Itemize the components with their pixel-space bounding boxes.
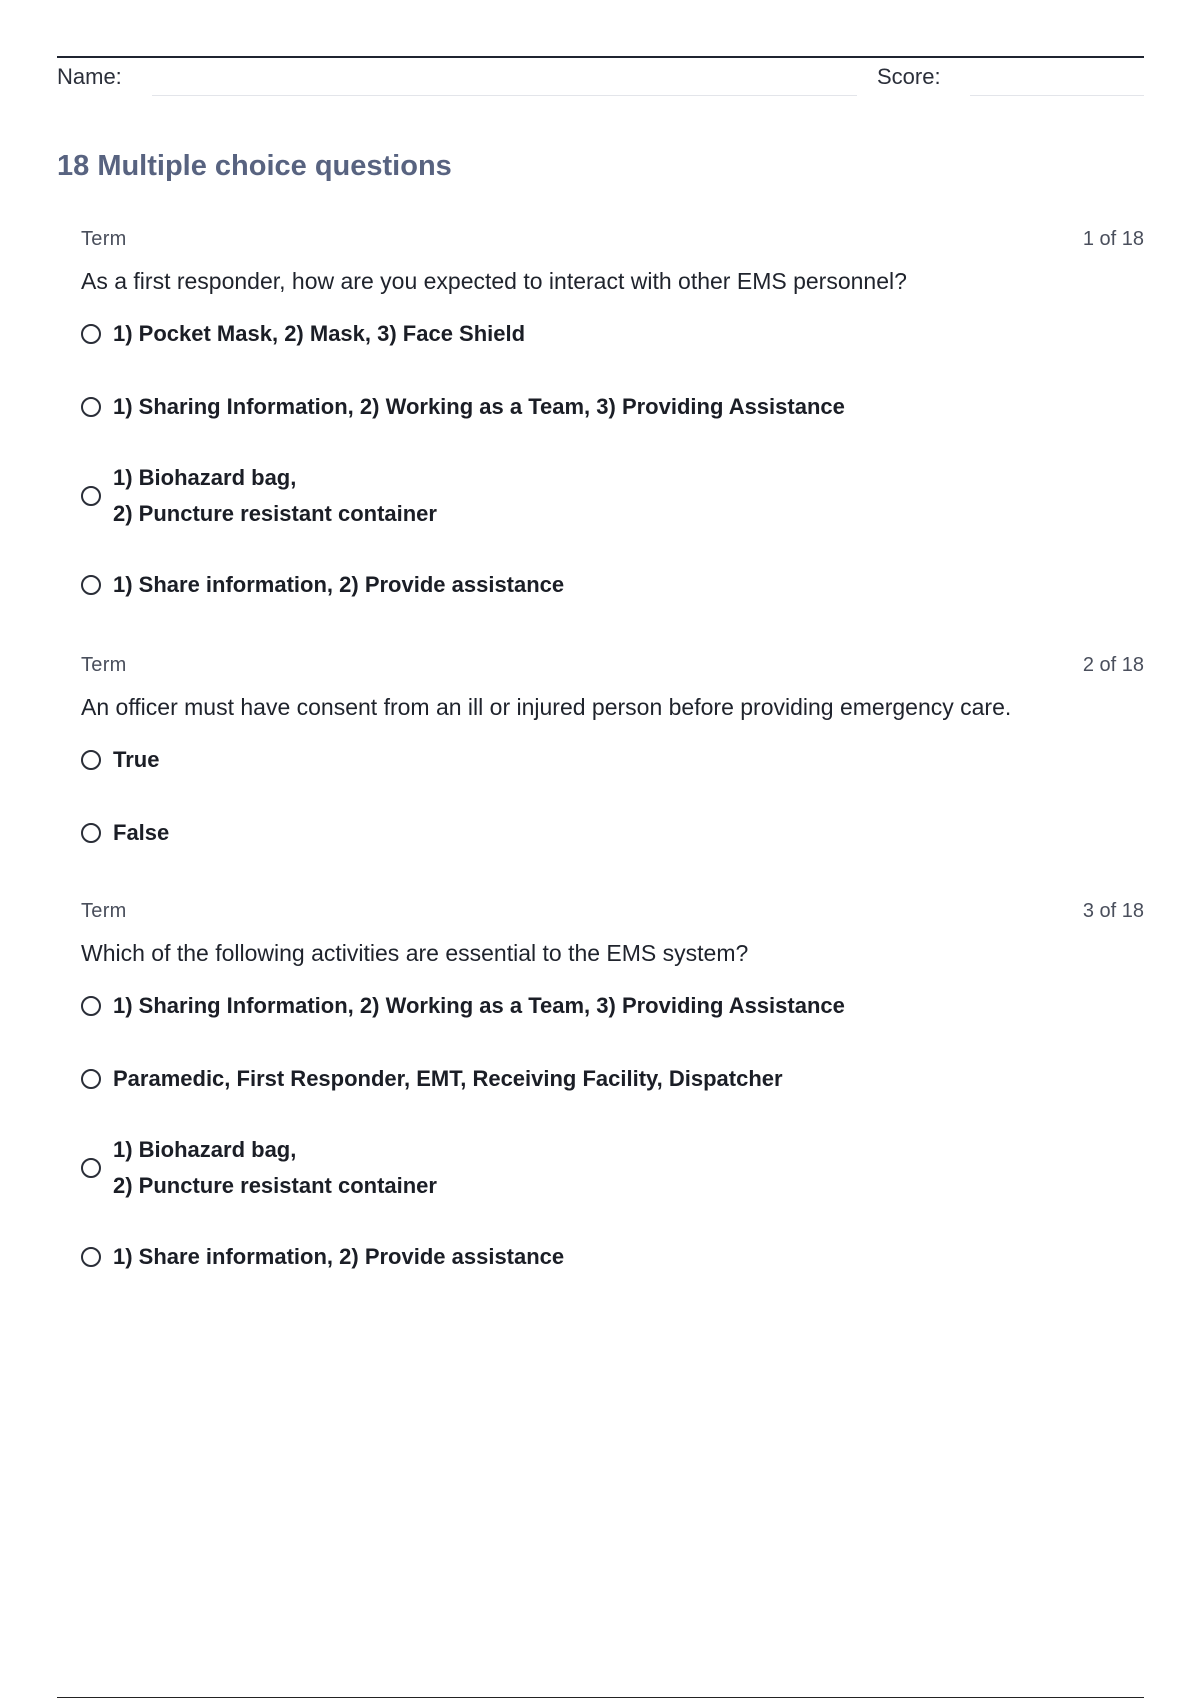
option-label: 1) Biohazard bag, 2) Puncture resistant container xyxy=(113,1137,437,1198)
section-title: 18 Multiple choice questions xyxy=(57,150,452,182)
answer-option[interactable] xyxy=(81,813,1144,853)
answer-options xyxy=(81,314,1144,605)
question-counter: 3 of 18 xyxy=(1082,900,1144,922)
question-counter: 1 of 18 xyxy=(1082,228,1144,250)
answer-option[interactable] xyxy=(81,460,1144,532)
question-counter: 2 of 18 xyxy=(1082,654,1144,676)
question-prompt: An officer must have consent from an ill or injured person before providing emergency care. xyxy=(81,694,1012,720)
radio-button[interactable] xyxy=(81,1069,101,1089)
option-label: 1) Pocket Mask, 2) Mask, 3) Face Shield xyxy=(113,321,526,346)
radio-button[interactable] xyxy=(81,1247,101,1267)
answer-option[interactable] xyxy=(81,565,1144,605)
radio-button[interactable] xyxy=(81,996,101,1016)
answer-options xyxy=(81,986,1144,1277)
answer-options xyxy=(81,740,1144,853)
worksheet-page xyxy=(57,0,1144,1700)
question-card xyxy=(81,900,1144,1277)
name-field-line[interactable] xyxy=(152,95,857,96)
radio-button[interactable] xyxy=(81,324,101,344)
option-label: 1) Sharing Information, 2) Working as a Team, 3) Providing Assistance xyxy=(113,394,845,419)
radio-button[interactable] xyxy=(81,823,101,843)
option-label: True xyxy=(113,747,160,772)
radio-button[interactable] xyxy=(81,1158,101,1178)
option-label: 1) Sharing Information, 2) Working as a Team, 3) Providing Assistance xyxy=(113,993,845,1018)
answer-option[interactable] xyxy=(81,1059,1144,1099)
answer-option[interactable] xyxy=(81,740,1144,780)
worksheet-header xyxy=(57,62,1144,98)
radio-button[interactable] xyxy=(81,575,101,595)
question-card xyxy=(81,228,1144,605)
answer-option[interactable] xyxy=(81,986,1144,1026)
score-field-line[interactable] xyxy=(970,95,1144,96)
radio-button[interactable] xyxy=(81,397,101,417)
option-label: False xyxy=(113,820,170,845)
option-label: 1) Share information, 2) Provide assistance xyxy=(113,1244,565,1269)
answer-option[interactable] xyxy=(81,387,1144,427)
answer-option[interactable] xyxy=(81,1237,1144,1277)
option-label: 1) Biohazard bag, 2) Puncture resistant container xyxy=(113,465,437,526)
question-prompt: Which of the following activities are essential to the EMS system? xyxy=(81,940,749,966)
radio-button[interactable] xyxy=(81,486,101,506)
answer-option[interactable] xyxy=(81,314,1144,354)
option-label: 1) Share information, 2) Provide assistance xyxy=(113,572,565,597)
question-term-label: Term xyxy=(81,654,127,676)
question-term-label: Term xyxy=(81,900,127,922)
score-label: Score: xyxy=(877,64,941,89)
answer-option[interactable] xyxy=(81,1132,1144,1204)
top-divider xyxy=(57,56,1144,58)
option-label: Paramedic, First Responder, EMT, Receiving Facility, Dispatcher xyxy=(113,1066,783,1091)
radio-button[interactable] xyxy=(81,750,101,770)
question-prompt: As a first responder, how are you expected to interact with other EMS personnel? xyxy=(81,268,907,294)
name-label: Name: xyxy=(57,64,122,89)
bottom-divider xyxy=(57,1697,1144,1698)
question-card xyxy=(81,654,1144,853)
question-term-label: Term xyxy=(81,228,127,250)
